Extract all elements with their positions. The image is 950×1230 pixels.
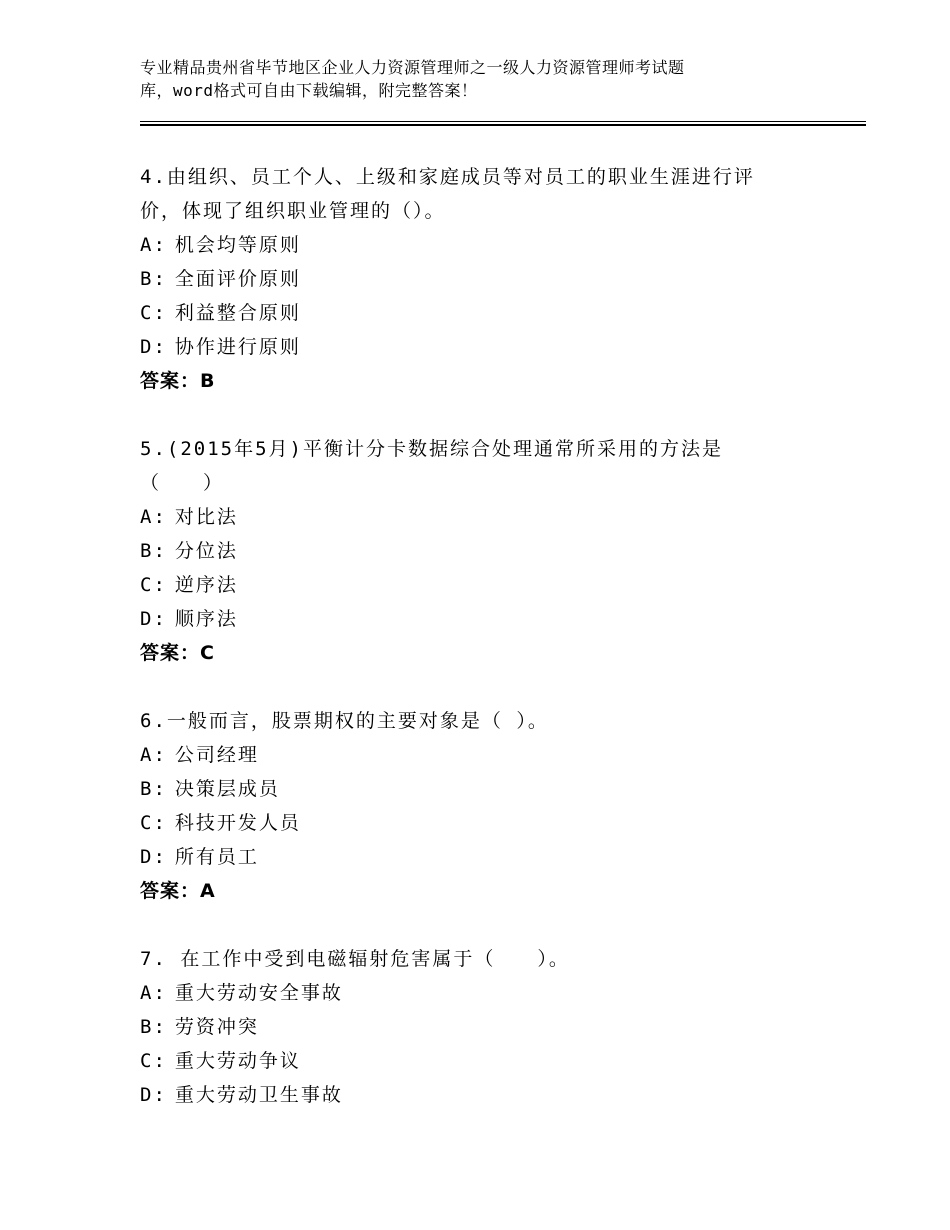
question-5	[140, 432, 800, 670]
option-c	[140, 1044, 800, 1078]
option-b	[140, 1010, 800, 1044]
option-a	[140, 228, 800, 262]
answer-line: 答案：A	[140, 880, 216, 902]
option-letter: C:	[140, 574, 167, 596]
option-letter: C:	[140, 302, 167, 324]
option-a	[140, 738, 800, 772]
option-d	[140, 840, 800, 874]
header-divider-thick	[140, 124, 866, 126]
option-letter: A:	[140, 234, 167, 256]
option-c	[140, 568, 800, 602]
option-letter: C:	[140, 812, 167, 834]
header-line-1: 专业精品贵州省毕节地区企业人力资源管理师之一级人力资源管理师考试题	[140, 58, 685, 77]
option-text: 机会均等原则	[174, 234, 301, 256]
option-d	[140, 330, 800, 364]
option-letter: D:	[140, 336, 167, 358]
option-c	[140, 806, 800, 840]
option-letter: B:	[140, 1016, 167, 1038]
option-text: 决策层成员	[174, 778, 280, 800]
option-text: 公司经理	[174, 744, 259, 766]
option-text: 重大劳动安全事故	[174, 982, 343, 1004]
option-letter: D:	[140, 1084, 167, 1106]
option-text: 重大劳动卫生事故	[174, 1084, 343, 1106]
question-stem-line-1: 4.由组织、员工个人、上级和家庭成员等对员工的职业生涯进行评	[140, 166, 755, 188]
question-stem-line-1: 7. 在工作中受到电磁辐射危害属于（ ）。	[140, 948, 570, 970]
option-text: 所有员工	[174, 846, 259, 868]
option-text: 全面评价原则	[174, 268, 301, 290]
option-text: 劳资冲突	[174, 1016, 259, 1038]
option-letter: B:	[140, 268, 167, 290]
option-d	[140, 602, 800, 636]
option-text: 重大劳动争议	[174, 1050, 301, 1072]
option-text: 对比法	[174, 506, 238, 528]
option-c	[140, 296, 800, 330]
question-list	[140, 160, 800, 1146]
option-text: 逆序法	[174, 574, 238, 596]
answer-line: 答案：C	[140, 642, 215, 664]
option-d	[140, 1078, 800, 1112]
question-6	[140, 704, 800, 908]
answer-line: 答案：B	[140, 370, 216, 392]
option-letter: B:	[140, 778, 167, 800]
option-text: 顺序法	[174, 608, 238, 630]
question-4	[140, 160, 800, 398]
option-letter: C:	[140, 1050, 167, 1072]
question-7	[140, 942, 800, 1112]
document-header	[140, 56, 800, 102]
option-text: 分位法	[174, 540, 238, 562]
question-stem-line-1: 6.一般而言，股票期权的主要对象是（ ）。	[140, 710, 549, 732]
question-stem-line-2: 价，体现了组织职业管理的（）。	[140, 200, 446, 222]
option-text: 协作进行原则	[174, 336, 301, 358]
question-stem-line-1: 5.(2015年5月)平衡计分卡数据综合处理通常所采用的方法是	[140, 438, 723, 460]
option-letter: A:	[140, 506, 167, 528]
option-letter: A:	[140, 982, 167, 1004]
header-line-2: 库，word格式可自由下载编辑，附完整答案！	[140, 81, 478, 100]
option-b	[140, 534, 800, 568]
option-text: 利益整合原则	[174, 302, 301, 324]
option-text: 科技开发人员	[174, 812, 301, 834]
option-letter: B:	[140, 540, 167, 562]
header-divider-thin	[140, 121, 866, 122]
option-letter: D:	[140, 608, 167, 630]
option-letter: D:	[140, 846, 167, 868]
option-a	[140, 500, 800, 534]
option-a	[140, 976, 800, 1010]
option-b	[140, 262, 800, 296]
option-b	[140, 772, 800, 806]
question-stem-line-2: （ ）	[140, 472, 225, 494]
option-letter: A:	[140, 744, 167, 766]
